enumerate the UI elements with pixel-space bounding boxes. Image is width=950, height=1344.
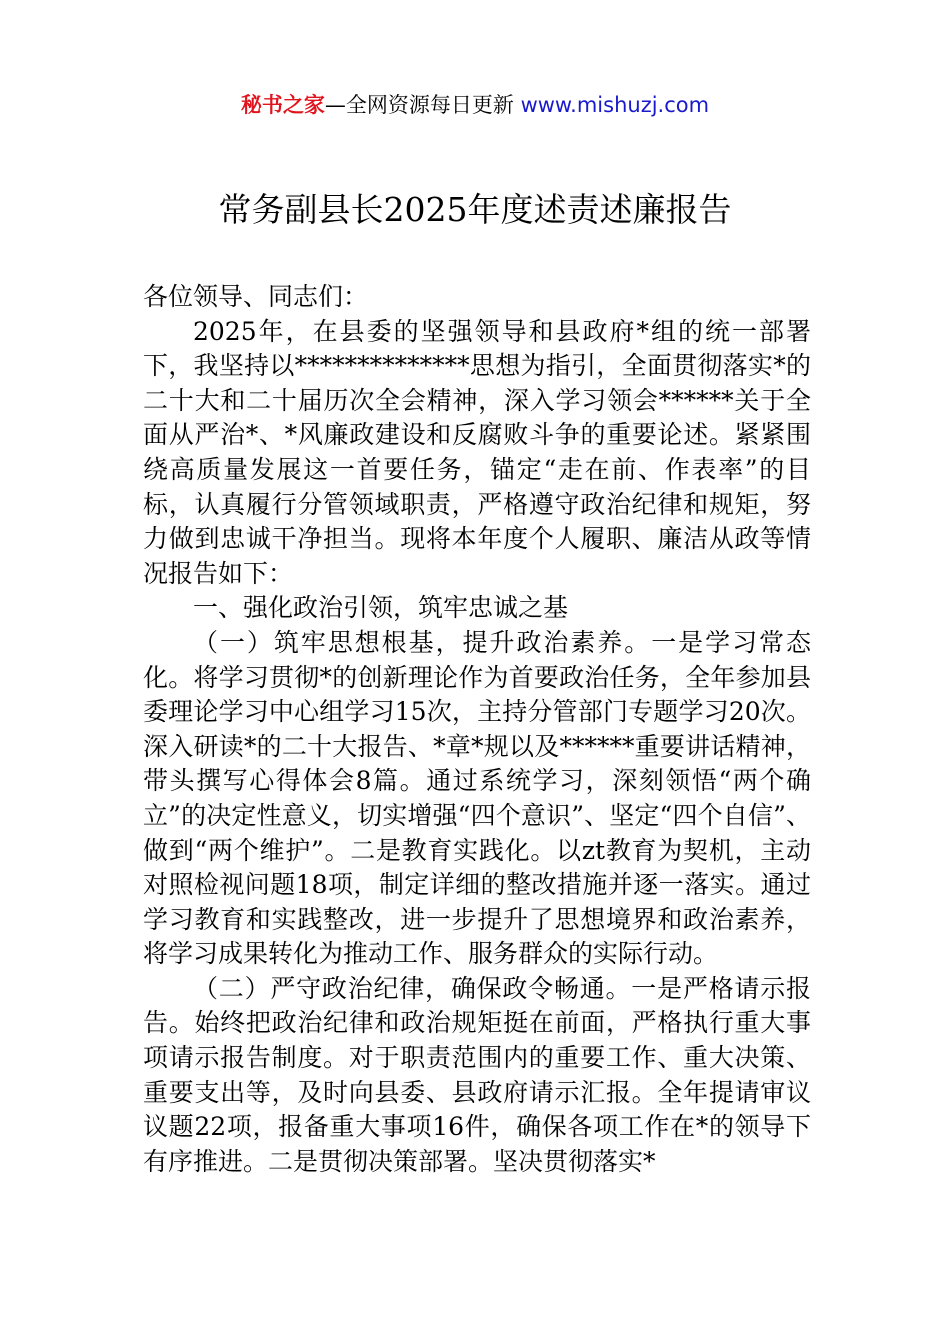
site-tagline: —全网资源每日更新 (324, 93, 514, 117)
intro-paragraph: 2025年，在县委的坚强领导和县政府*组的统一部署下，我坚持以**************思想为指引，全面贯彻落实*的二十大和二十届历次全会精神，深入学习领会******关于全面从严治*、*风廉政建设和反腐败斗争的重要论述。紧紧围绕高质量发展这一首要任务，锚定“走在前、作表率”的目标，认真履行分管领域职责，严格遵守政治纪律和规矩，努力做到忠诚干净担当。现将本年度个人履职、廉洁从政等情况报告如下： (143, 316, 811, 588)
body-paragraph: （二）严守政治纪律，确保政令畅通。一是严格请示报告。始终把政治纪律和政治规矩挺在前面，严格执行重大事项请示报告制度。对于职责范围内的重要工作、重大决策、重要支出等，及时向县委、县政府请示汇报。全年提请审议议题22项，报备重大事项16件，确保各项工作在*的领导下有序推进。二是贯彻决策部署。坚决贯彻落实* (143, 973, 811, 1176)
section-heading: 一、强化政治引领，筑牢忠诚之基 (193, 593, 569, 623)
salutation: 各位领导、同志们： (143, 282, 369, 311)
site-url-link[interactable]: www.mishuzj.com (520, 93, 710, 117)
body-paragraph: （一）筑牢思想根基，提升政治素养。一是学习常态化。将学习贯彻*的创新理论作为首要政治任务，全年参加县委理论学习中心组学习15次，主持分管部门专题学习20次。深入研读*的二十大报告、*章*规以及******重要讲话精神，带头撰写心得体会8篇。通过系统学习，深刻领悟“两个确立”的决定性意义，切实增强“四个意识”、坚定“四个自信”、做到“两个维护”。二是教育实践化。以zt教育为契机，主动对照检视问题18项，制定详细的整改措施并逐一落实。通过学习教育和实践整改，进一步提升了思想境界和政治素养，将学习成果转化为推动工作、服务群众的实际行动。 (143, 627, 811, 969)
document-body (143, 280, 811, 1179)
document-title: 常务副县长2025年度述责述廉报告 (218, 190, 732, 229)
site-brand: 秘书之家 (240, 93, 325, 117)
site-header (0, 90, 950, 120)
